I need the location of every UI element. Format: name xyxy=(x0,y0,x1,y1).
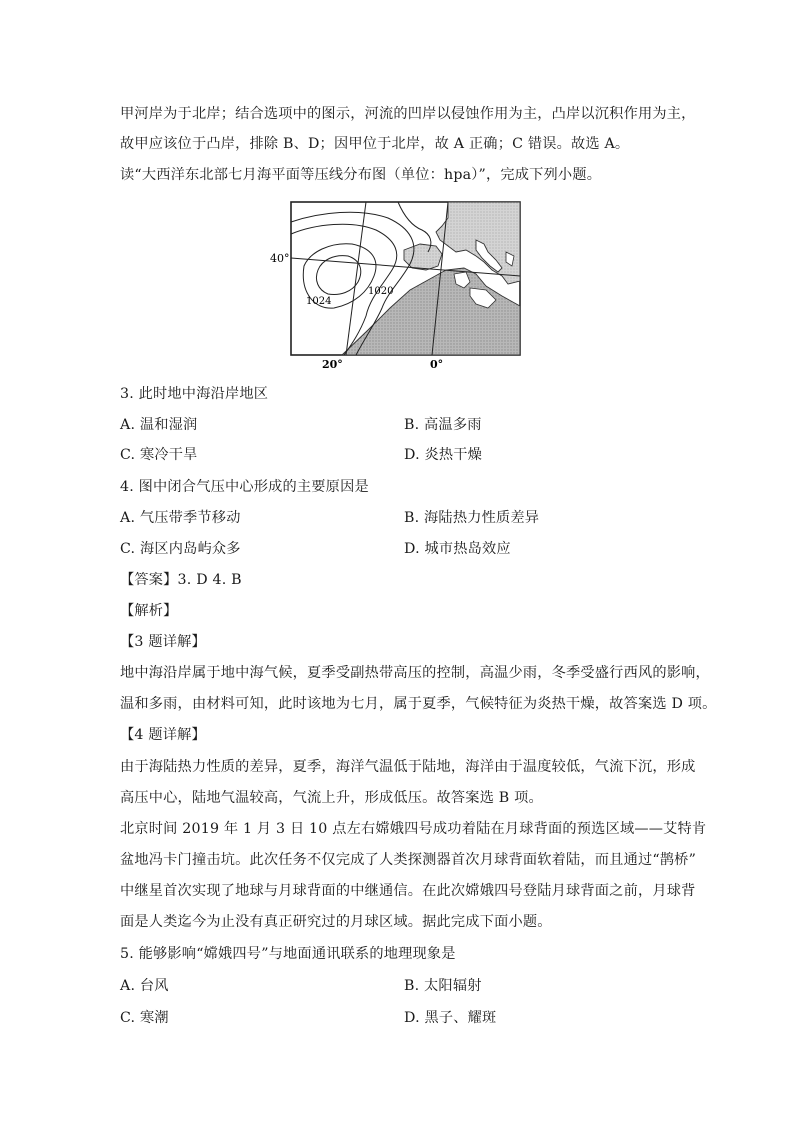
question-stem: 3. 此时地中海沿岸地区 xyxy=(120,386,269,402)
question-stem: 5. 能够影响“嫦娥四号”与地面通讯联系的地理现象是 xyxy=(120,946,456,962)
q3-detail-text: 温和多雨，由材料可知，此时该地为七月，属于夏季，气候特征为炎热干燥，故答案选 D 项。 xyxy=(120,696,717,712)
passage-line: 面是人类迄今为止没有真正研究过的月球区域。据此完成下面小题。 xyxy=(120,914,552,930)
option-d: D. 黑子、耀斑 xyxy=(404,1010,497,1026)
q3-detail-text: 地中海沿岸属于地中海气候，夏季受副热带高压的控制，高温少雨，冬季受盛行西风的影响， xyxy=(120,665,710,681)
option-c: C. 寒冷干旱 xyxy=(120,447,198,463)
option-d: D. 炎热干燥 xyxy=(404,447,483,463)
lon-label: 0° xyxy=(430,358,444,371)
option-b: B. 高温多雨 xyxy=(404,417,482,433)
question-intro: 读“大西洋东北部七月海平面等压线分布图（单位：hpa）”，完成下列小题。 xyxy=(120,167,602,183)
passage-line: 盆地冯卡门撞击坑。此次任务不仅完成了人类探测器首次月球背面软着陆，而且通过“鹊桥” xyxy=(120,852,697,868)
option-b: B. 太阳辐射 xyxy=(404,978,482,994)
q4-detail-heading: 【4 题详解】 xyxy=(120,727,206,743)
isobar-map xyxy=(270,196,532,372)
passage-line: 北京时间 2019 年 1 月 3 日 10 点左右嫦娥四号成功着陆在月球背面的预选区域——艾特肯 xyxy=(120,821,707,837)
option-b: B. 海陆热力性质差异 xyxy=(404,510,540,526)
option-a: A. 温和湿润 xyxy=(120,417,198,433)
question-stem: 4. 图中闭合气压中心形成的主要原因是 xyxy=(120,479,369,495)
option-d: D. 城市热岛效应 xyxy=(404,541,511,557)
land-iberia xyxy=(404,244,442,270)
option-a: A. 台风 xyxy=(120,978,169,994)
option-c: C. 寒潮 xyxy=(120,1010,169,1026)
option-c: C. 海区内岛屿众多 xyxy=(120,541,241,557)
passage-line: 中继星首次实现了地球与月球背面的中继通信。在此次嫦娥四号登陆月球背面之前，月球背 xyxy=(120,883,696,899)
lon-label: 20° xyxy=(322,358,343,371)
analysis-heading: 【解析】 xyxy=(120,603,178,619)
q3-detail-heading: 【3 题详解】 xyxy=(120,634,206,650)
isobar-map-figure xyxy=(270,196,532,372)
option-a: A. 气压带季节移动 xyxy=(120,510,241,526)
paragraph-line: 甲河岸为于北岸；结合选项中的图示，河流的凹岸以侵蚀作用为主，凸岸以沉积作用为主， xyxy=(120,106,696,122)
lat-label: 40° xyxy=(270,252,290,265)
isobar-label: 1020 xyxy=(368,286,394,297)
paragraph-line: 故甲应该位于凸岸，排除 B、D；因甲位于北岸，故 A 正确；C 错误。故选 A。 xyxy=(120,136,630,152)
answer-line: 【答案】3. D 4. B xyxy=(120,572,242,588)
isobar-label: 1024 xyxy=(306,296,332,307)
q4-detail-text: 由于海陆热力性质的差异，夏季，海洋气温低于陆地，海洋由于温度较低，气流下沉，形成 xyxy=(120,759,696,775)
q4-detail-text: 高压中心，陆地气温较高，气流上升，形成低压。故答案选 B 项。 xyxy=(120,790,543,806)
